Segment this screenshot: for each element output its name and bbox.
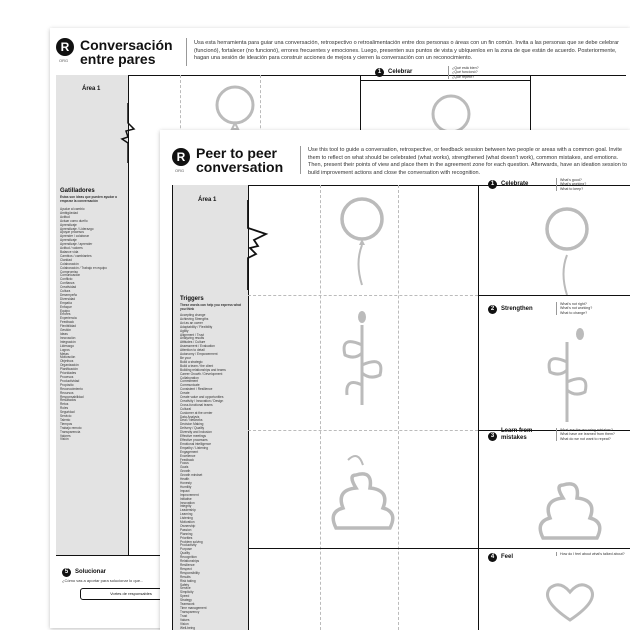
trigger-item: Diversidad [60,298,126,302]
trigger-item: Risk taking [180,580,246,584]
trigger-item: Actitud [60,216,126,220]
trigger-item: Apoyar procesos [60,231,126,235]
trigger-item: Experiencia [60,317,126,321]
trigger-item: Simplicity [180,591,246,595]
trigger-item: Balance vida [60,251,126,255]
canvas-title-line1: Peer to peer [196,146,277,160]
trigger-item: Ayudar al cambio [60,208,126,212]
trigger-item: Planning [180,533,246,537]
trigger-item: Respect [180,568,246,572]
canvas-intro: Usa esta herramienta para guiar una conversación, retrospectivo o retroalimentación entre dos personas o áreas con un fin común. Invita a las personas que se debe celebrar (funcionó), fortalecer (no funcionó), errores frecuentes y emociones. Luego, presenten sus puntos de vista y ubíquenlos en la zona de que están de acuerdo. Posteriormente, hagan una sesión de ideación para construir acciones de mejora y cierren la conversación con un reconocimiento. [194,40,624,63]
trigger-item: Transparencia [60,431,126,435]
trigger-item: Innovación [60,337,126,341]
trigger-item: Create [180,392,246,396]
trigger-item: Honesty [180,482,246,486]
trigger-item: Health [180,478,246,482]
face-profile-icon [220,200,270,290]
english-canvas-sheet [160,130,630,630]
step-questions-feel: How do I feel about what's talked about? [556,552,630,556]
trigger-item: Growth [180,470,246,474]
trigger-item: Build a team / the client [180,365,246,369]
frame-top [56,75,626,76]
trigger-item: Communicate [180,384,246,388]
trigger-item: Initiative [180,498,246,502]
canvas-intro: Use this tool to guide a conversation, retrospective, or feedback session between two people or areas with a common goal. Invite them to reflect on what should be celebrated (what works), strengthened (what doesn't work), common mistakes, and emotions. Then, present their points of view and place them in the agreement zone for each question. Afterwards, have an ideation session to build improvement actions and close the conversation with recognition. [308,147,628,177]
trigger-item: Enfoque [60,306,126,310]
triggers-list [180,314,246,630]
trigger-item: Creatividad [60,286,126,290]
trigger-item: Create value and opportunities [180,396,246,400]
trigger-item: Attitudes / Culture [180,341,246,345]
trigger-item: Logros [60,349,126,353]
trigger-item: Planificación [60,368,126,372]
trigger-item: Focus [180,462,246,466]
trigger-item: Engagement [180,451,246,455]
trigger-item: Listening [180,517,246,521]
step-title-celebrate: Celebrate [501,181,528,188]
trigger-item: Agility [180,330,246,334]
step-questions-learn: What are the recurring mistakes? What have we learned from them? What do we not want to repeat? [556,428,630,441]
trigger-item: Retos [60,403,126,407]
trigger-item: Reconocimiento [60,388,126,392]
poop-icon [535,460,605,540]
trigger-item: Consistent / Resilience [180,388,246,392]
trigger-item: Desempeño [60,294,126,298]
trigger-item: Metas [60,353,126,357]
trigger-item: Delivery / Quality [180,427,246,431]
trigger-item: Speed [180,595,246,599]
trigger-item: Transparency [180,611,246,615]
balloon-icon [335,195,390,285]
trigger-item: Results [180,576,246,580]
trigger-item: Effective processes [180,439,246,443]
trigger-item: Feedback [60,321,126,325]
trigger-item: Autonomy / Empowerment [180,353,246,357]
trigger-item: Creativity / Innovation / Design [180,400,246,404]
vote-box: Vortes de responsables [80,588,182,600]
trigger-item: Comunicación [60,274,126,278]
step-title-feel: Feel [501,554,513,561]
trigger-item: Excellence [180,455,246,459]
balloon-icon [540,205,595,295]
canvas-title-line2: entre pares [80,52,155,66]
trigger-item: Integración [60,341,126,345]
trigger-item: Customer at the center [180,412,246,416]
brand-logo: R [56,38,74,56]
trigger-item: Growth mindset [180,474,246,478]
trigger-item: Trust [180,615,246,619]
plant-icon [540,322,595,422]
trigger-item: Confianza [60,282,126,286]
trigger-item: Problem solving [180,541,246,545]
trigger-item: Visión [60,438,126,442]
trigger-item: Resilience [180,564,246,568]
trigger-item: Quality [180,552,246,556]
trigger-item: Innovation [180,502,246,506]
trigger-item: Safety [180,584,246,588]
area-label: Área 1 [198,197,216,203]
trigger-item: Collaboration [180,377,246,381]
trigger-item: Recognition [180,556,246,560]
step-number-feel: 4 [488,553,497,562]
trigger-item: Motivación [60,356,126,360]
trigger-item: Cross-functional teams [180,404,246,408]
trigger-item: Conflicto [60,278,126,282]
trigger-item: Analyzing results [180,337,246,341]
trigger-item: Alignment / Trust [180,334,246,338]
trigger-item: Actitud / valores [60,247,126,251]
trigger-item: Leadership [180,509,246,513]
trigger-item: Purpose [180,548,246,552]
trigger-item: Diversity and Inclusion [180,431,246,435]
trigger-item: Aprendizaje / Liderazgo [60,228,126,232]
trigger-item: Assessment / Evaluation [180,345,246,349]
trigger-item: Valores [60,435,126,439]
trigger-item: Impact [180,490,246,494]
brand-logo-subtext: ORG [175,168,184,173]
trigger-item: Prioridades [60,372,126,376]
trigger-item: Aprendizaje [60,224,126,228]
frame-left [172,185,173,630]
trigger-item: Servicio [60,415,126,419]
trigger-item: Objetivos [60,360,126,364]
step-number-strengthen: 2 [488,305,497,314]
trigger-item: Achieving Strengths [180,318,246,322]
step-title-learn: Learn from mistakes [501,428,551,442]
trigger-item: Empatía [60,302,126,306]
trigger-item: Ambigüedad [60,212,126,216]
canvas-title-line1: Conversación [80,38,173,52]
trigger-item: Time management [180,607,246,611]
trigger-item: Cultura [60,290,126,294]
trigger-item: Equipo [60,310,126,314]
trigger-item: Propósito [60,384,126,388]
title-divider [186,38,187,66]
step-number-learn: 3 [488,432,497,441]
title-divider [300,146,301,174]
trigger-item: Relationships [180,560,246,564]
trigger-item: Liderazgo [60,345,126,349]
poop-icon [328,450,398,530]
trigger-item: Emotional intelligence [180,443,246,447]
triggers-title: Triggers [180,296,204,302]
trigger-item: Data Analysis [180,416,246,420]
triggers-title: Gatilladores [60,188,95,194]
step-questions-strengthen: What's not right? What's not working? What to change? [556,302,630,315]
trigger-item: Talento [60,419,126,423]
triggers-intro: Estas son ideas que pueden ayudar a empezar la conversación [60,196,126,204]
trigger-item: Colaboración [60,263,126,267]
trigger-item: Organización [60,364,126,368]
trigger-item: Procesos [60,376,126,380]
trigger-item: Adaptability / Flexibility [180,326,246,330]
step-number-solve: 5 [62,568,71,577]
trigger-item: Ownership [180,525,246,529]
trigger-item: Passion [180,529,246,533]
trigger-item: Responsibility [180,572,246,576]
face-profile-icon [92,103,134,163]
trigger-item: Priorities [180,537,246,541]
trigger-item: Learning [180,513,246,517]
trigger-item: Deal / Networks [180,419,246,423]
trigger-item: Aprender / colaborar [60,235,126,239]
trigger-item: Be your [180,357,246,361]
trigger-item: Ideas [60,333,126,337]
triggers-intro: These words can help you express what you think [180,304,246,312]
trigger-item: Roles [60,407,126,411]
trigger-item: Cambios / cambiantes [60,255,126,259]
trigger-item: Trabajo remoto [60,427,126,431]
trigger-item: Build a strategic [180,361,246,365]
trigger-item: Improvement [180,494,246,498]
trigger-item: Decision Making [180,423,246,427]
step-questions-celebrate: What's good? What's working? What to keep? [556,178,630,191]
step-questions-celebrate: ¿Qué está bien? ¿Qué funcionó? ¿Qué repetir? [448,66,522,79]
trigger-item: Errores [60,313,126,317]
trigger-item: Colaboración / Trabajo en equipo [60,267,126,271]
trigger-item: Teamwork [180,603,246,607]
trigger-item: Feedback [180,459,246,463]
trigger-item: Productividad [60,380,126,384]
step-title-solve: Solucionar [75,569,106,576]
trigger-item: Effective meetings [180,435,246,439]
trigger-item: Actuar como dueño [60,220,126,224]
trigger-item: Vision [180,623,246,627]
trigger-item: Career Growth / Development [180,373,246,377]
heart-icon [540,580,600,620]
triggers-list [60,208,126,442]
step-question-solve: ¿Cómo vas a aportar para solucionar lo que... [62,579,162,583]
trigger-item: Flexibilidad [60,325,126,329]
brand-logo-subtext: ORG [59,58,68,63]
area-label: Área 1 [82,86,100,92]
trigger-item: Gestión [60,329,126,333]
trigger-item: Well-being [180,627,246,630]
trigger-item: Act as an owner [180,322,246,326]
trigger-item: Aprendizaje / aprender [60,243,126,247]
trigger-item: Responsabilidad [60,396,126,400]
trigger-item: Humility [180,486,246,490]
trigger-item: Accepting change [180,314,246,318]
trigger-item: Motivation [180,521,246,525]
trigger-item: Strategy [180,599,246,603]
trigger-item: Resultados [60,399,126,403]
step-title-strengthen: Strengthen [501,306,533,313]
canvas-title-line2: conversation [196,160,283,174]
trigger-item: Compromiso [60,271,126,275]
step-title-celebrate: Celebrar [388,69,412,76]
trigger-item: Service [180,587,246,591]
trigger-item: Seguridad [60,411,126,415]
trigger-item: Integrity [180,505,246,509]
trigger-item: Claridad [60,259,126,263]
plant-icon [335,305,390,405]
step-number-celebrate: 1 [375,68,384,77]
trigger-item: Cultural [180,408,246,412]
trigger-item: Goals [180,466,246,470]
brand-logo: R [172,148,190,166]
trigger-item: Building relationships and teams [180,369,246,373]
trigger-item: Productivity [180,544,246,548]
trigger-item: Recursos [60,392,126,396]
trigger-item: Attention to detail [180,349,246,353]
trigger-item: Aprendizaje [60,239,126,243]
step-number-celebrate: 1 [488,180,497,189]
trigger-item: Commitment [180,380,246,384]
trigger-item: Values [180,619,246,623]
trigger-item: Tiempos [60,423,126,427]
trigger-item: Empathy / Listening [180,447,246,451]
